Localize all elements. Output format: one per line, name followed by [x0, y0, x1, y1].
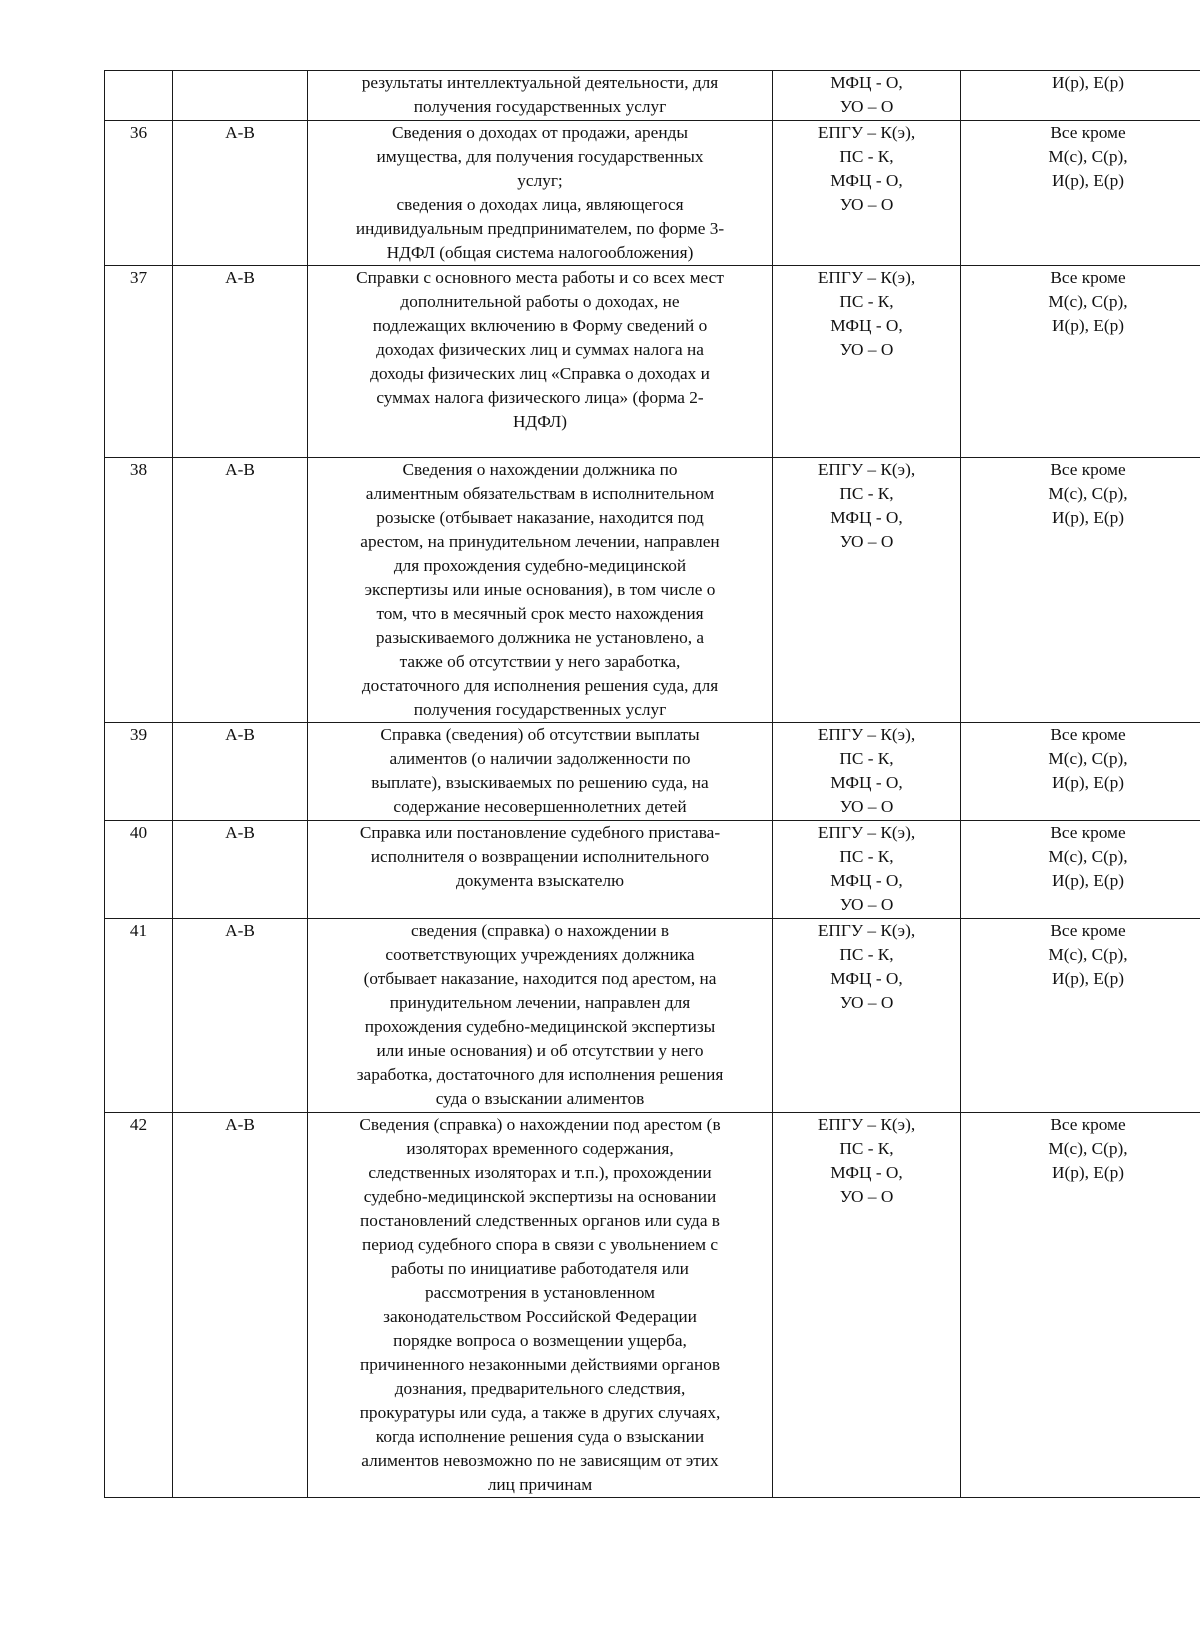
row-code-cell: А-В [173, 458, 308, 723]
row-categories-cell: Все кроме М(с), С(р), И(р), Е(р) [961, 723, 1200, 821]
table-row [105, 266, 1200, 458]
row-description-cell: Справка (сведения) об отсутствии выплаты алиментов (о наличии задолженности по выплате), взыскиваемых по решению суда, на содержание несовершеннолетних детей [308, 723, 773, 821]
row-description-cell: Сведения о нахождении должника по алиментным обязательствам в исполнительном розыске (отбывает наказание, находится под арестом, на принудительном лечении, направлен для прохождения судебно-медицинской экспертизы или иные основания), в том числе о том, что в месячный срок место нахождения разыскиваемого должника не установлено, а также об отсутствии у него заработка, достаточного для исполнения решения суда, для получения государственных услуг [308, 458, 773, 723]
table-row [105, 71, 1200, 121]
row-code-cell: А-В [173, 821, 308, 919]
document-table [104, 70, 1200, 1498]
table-row [105, 919, 1200, 1113]
row-number-cell: 37 [105, 266, 173, 458]
row-code-cell: А-В [173, 266, 308, 458]
row-channels-cell: ЕПГУ – К(э), ПС - К, МФЦ - О, УО – О [773, 458, 961, 723]
row-description-cell: Сведения о доходах от продажи, аренды имущества, для получения государственных услуг; сведения о доходах лица, являющегося индивидуальным предпринимателем, по форме 3- НДФЛ (общая система налогообложения) [308, 121, 773, 266]
row-code-cell: А-В [173, 1113, 308, 1498]
row-categories-cell: Все кроме М(с), С(р), И(р), Е(р) [961, 1113, 1200, 1498]
table-row [105, 458, 1200, 723]
row-categories-cell: Все кроме М(с), С(р), И(р), Е(р) [961, 919, 1200, 1113]
row-categories-cell: Все кроме М(с), С(р), И(р), Е(р) [961, 821, 1200, 919]
table-row [105, 121, 1200, 266]
table-row [105, 1113, 1200, 1498]
row-channels-cell: ЕПГУ – К(э), ПС - К, МФЦ - О, УО – О [773, 1113, 961, 1498]
row-number-cell: 38 [105, 458, 173, 723]
row-description-cell: Справка или постановление судебного пристава- исполнителя о возвращении исполнительного документа взыскателю [308, 821, 773, 919]
row-channels-cell: ЕПГУ – К(э), ПС - К, МФЦ - О, УО – О [773, 723, 961, 821]
row-channels-cell: МФЦ - О, УО – О [773, 71, 961, 121]
row-categories-cell: И(р), Е(р) [961, 71, 1200, 121]
row-categories-cell: Все кроме М(с), С(р), И(р), Е(р) [961, 458, 1200, 723]
row-number-cell: 40 [105, 821, 173, 919]
row-description-cell: результаты интеллектуальной деятельности, для получения государственных услуг [308, 71, 773, 121]
row-channels-cell: ЕПГУ – К(э), ПС - К, МФЦ - О, УО – О [773, 121, 961, 266]
row-channels-cell: ЕПГУ – К(э), ПС - К, МФЦ - О, УО – О [773, 919, 961, 1113]
row-code-cell: А-В [173, 723, 308, 821]
row-number-cell [105, 71, 173, 121]
row-description-cell: Справки с основного места работы и со всех мест дополнительной работы о доходах, не подлежащих включению в Форму сведений о доходах физических лиц и суммах налога на доходы физических лиц «Справка о доходах и суммах налога физического лица» (форма 2- НДФЛ) [308, 266, 773, 458]
row-channels-cell: ЕПГУ – К(э), ПС - К, МФЦ - О, УО – О [773, 266, 961, 458]
row-code-cell [173, 71, 308, 121]
row-description-cell: сведения (справка) о нахождении в соответствующих учреждениях должника (отбывает наказание, находится под арестом, на принудительном лечении, направлен для прохождения судебно-медицинской экспертизы или иные основания) и об отсутствии у него заработка, достаточного для исполнения решения суда о взыскании алиментов [308, 919, 773, 1113]
row-categories-cell: Все кроме М(с), С(р), И(р), Е(р) [961, 121, 1200, 266]
table-row [105, 821, 1200, 919]
row-number-cell: 42 [105, 1113, 173, 1498]
row-description-cell: Сведения (справка) о нахождении под арестом (в изоляторах временного содержания, следственных изоляторах и т.п.), прохождении судебно-медицинской экспертизы на основании постановлений следственных органов или суда в период судебного спора в связи с увольнением с работы по инициативе работодателя или рассмотрения в установленном законодательством Российской Федерации порядке вопроса о возмещении ущерба, причиненного незаконными действиями органов дознания, предварительного следствия, прокуратуры или суда, а также в других случаях, когда исполнение решения суда о взыскании алиментов невозможно по не зависящим от этих лиц причинам [308, 1113, 773, 1498]
row-channels-cell: ЕПГУ – К(э), ПС - К, МФЦ - О, УО – О [773, 821, 961, 919]
row-number-cell: 36 [105, 121, 173, 266]
row-code-cell: А-В [173, 121, 308, 266]
row-number-cell: 41 [105, 919, 173, 1113]
row-categories-cell: Все кроме М(с), С(р), И(р), Е(р) [961, 266, 1200, 458]
row-number-cell: 39 [105, 723, 173, 821]
row-code-cell: А-В [173, 919, 308, 1113]
table-row [105, 723, 1200, 821]
